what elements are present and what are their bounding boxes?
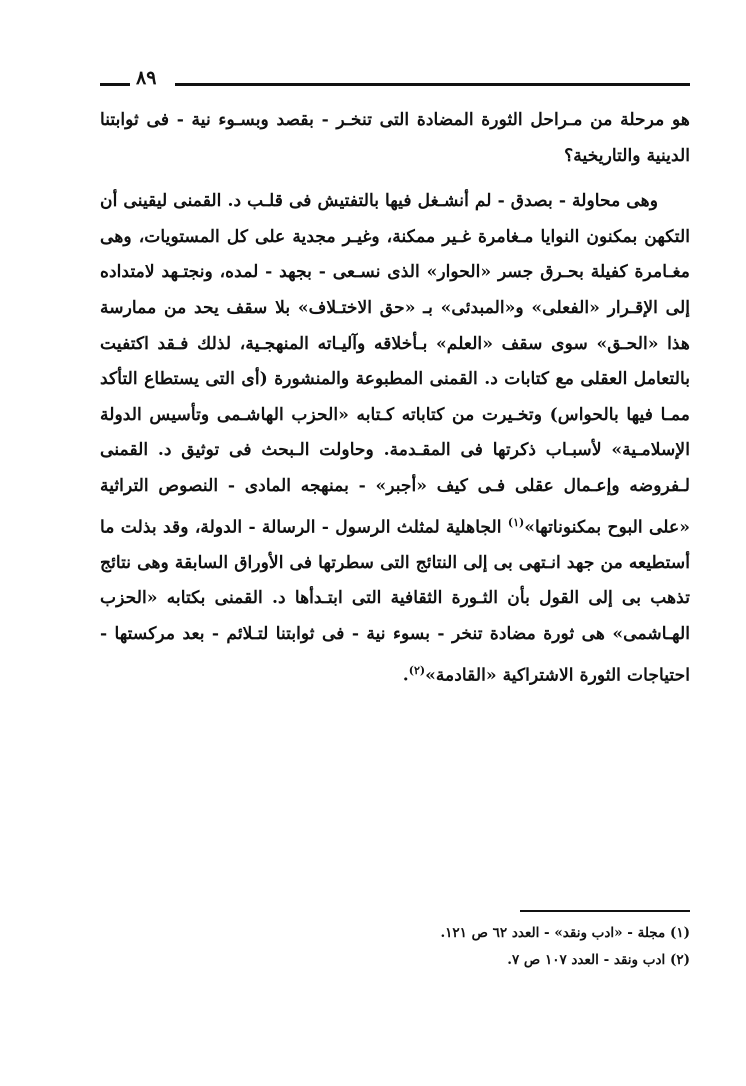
paragraph-text: هو مرحلة من مـراحل الثورة المضادة التى تنخـر - بقصد وبسـوء نية - فى ثوابتنا الدينية والتاريخية؟ — [100, 110, 690, 166]
footnotes — [380, 910, 690, 974]
footnote-ref-2: (٢) — [408, 663, 426, 677]
body-text — [100, 103, 690, 694]
header-rule — [175, 83, 690, 86]
paragraph — [100, 103, 690, 174]
footnote-2: (٢) ادب ونقد - العدد ١٠٧ ص ٧. — [507, 952, 690, 968]
page-number: ٨٩ — [136, 67, 157, 89]
page-header — [100, 64, 690, 92]
paragraph-end: . — [402, 665, 409, 686]
header-rule-short — [100, 83, 130, 86]
paragraph — [100, 184, 690, 694]
footnote-rule — [520, 910, 690, 912]
footnote-1: (١) مجلة - «ادب ونقد» - العدد ٦٢ ص ١٢١. — [440, 925, 690, 941]
paragraph-text: الجاهلية لمثلث الرسول - الرسالة - الدولة، وقد بذلت ما أستطيعه من جهد انـتهى بى إلى النتائج التى سطرتها فى الأوراق السابقة وهى نتائج تذهب بى إلى القول بأن الثـورة الثقافية التى ابتـدأها د. القمنى بكتابه «الحزب الهـاشمى» هى ثورة مضادة تنخر - بسوء نية - فى ثوابتنا لتـلائم - بعد مركستها - احتياجات الثورة الاشتراكية «القادمة» — [100, 517, 690, 686]
paragraph-text: وهى محاولة - بصدق - لم أنشـغل فيها بالتفتيش فى قلـب د. القمنى ليقينى أن التكهن بمكنون النوايا مـغامرة غـير ممكنة، وغيـر مجدية على كل المستويات، وهى مغـامرة كفيلة بحـرق جسر «الحوار» الذى نسـعى - بجهد - لمده، ونجتـهد لامتداده إلى الإقـرار «الفعلى» و«المبدئى» بـ «حق الاختـلاف» بلا سقف يحد من ممارسة هذا «الحـق» سوى سقف «العلم» بـأخلاقه وآليـاته المنهجـية، لذلك فـقد اكتفيت بالتعامل العقلى مع كتابات د. القمنى المطبوعة والمنشورة (أى التى يستطاع التأكد ممـا فيها بالحواس) وتخـيرت من كتاباته كـتابه «الحزب الهاشـمى وتأسيس الدولة الإسلامـية» لأسبـاب ذكرتها فى المقـدمة. وحاولت الـبحث فى توثيق د. القمنى لـفروضه وإعـمال عقلى فـى كيف «أجبر» - بمنهجه المادى - النصوص التراثية «على البوح بمكنوناتها» — [100, 191, 690, 538]
footnote-ref-1: (١) — [507, 515, 525, 529]
